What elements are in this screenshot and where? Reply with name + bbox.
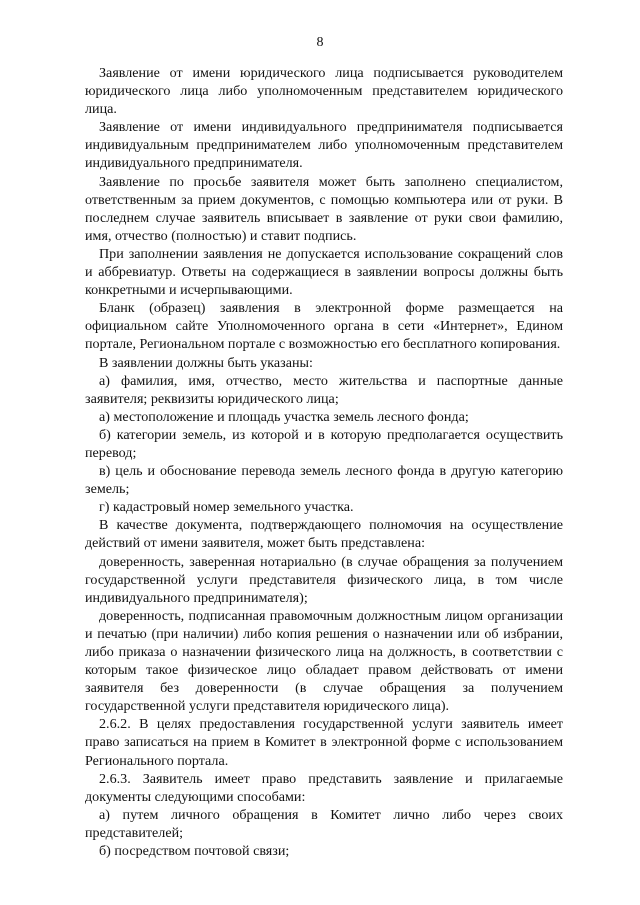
- list-item-cadastral-number: г) кадастровый номер земельного участка.: [99, 499, 354, 516]
- list-item-applicant-data: а) фамилия, имя, отчество, место жительства и паспортные данные заявителя; реквизиты юридического лица;: [85, 372, 563, 407]
- paragraph-entrepreneur-signature: Заявление от имени индивидуального предпринимателя подписывается индивидуальным предпринимателем либо уполномоченным представителем индивидуального предпринимателя.: [85, 119, 563, 172]
- paragraph-required-items-intro: В заявлении должны быть указаны:: [99, 354, 313, 371]
- paragraph-no-abbreviations: При заполнении заявления не допускается использование сокращений слов и аббревиатур. Ответы на содержащиеся в заявлении вопросы должны быть конкретными и исчерпывающими.: [85, 245, 563, 299]
- list-item-purpose: в) цель и обоснование перевода земель лесного фонда в другую категорию земель;: [85, 463, 563, 498]
- list-item-postal: б) посредством почтовой связи;: [99, 843, 290, 860]
- paragraph-filled-by-specialist: Заявление по просьбе заявителя может быть заполнено специалистом, ответственным за прием документов, с помощью компьютера или от руки. В последнем случае заявитель вписывает в заявление от руки свои фамилию, имя, отчество (полностью) и ставит подпись.: [85, 173, 563, 244]
- paragraph-legal-entity-signature: Заявление от имени юридического лица подписывается руководителем юридического лица либо уполномоченным представителем юридического лица.: [85, 65, 563, 118]
- list-item-location-area: а) местоположение и площадь участка земель лесного фонда;: [99, 408, 469, 425]
- page-number: 8: [316, 35, 324, 50]
- paragraph-authority-document: В качестве документа, подтверждающего полномочия на осуществление действий от имени заявителя, может быть представлена:: [85, 517, 563, 552]
- paragraph-signed-power-of-attorney: доверенность, подписанная правомочным должностным лицом организации и печатью (при наличии) либо копия решения о назначении или об избрании, либо приказа о назначении физического лица на должность, в соответствии с которым такое физическое лицо обладает правом действовать от имени заявителя без доверенности (в случае обращения за получением государственной услуги представителя юридического лица).: [85, 607, 563, 715]
- document-body: [85, 64, 563, 860]
- paragraph-form-template: Бланк (образец) заявления в электронной форме размещается на официальном сайте Уполномоченного органа в сети «Интернет», Едином портале, Региональном портале с возможностью его бесплатного копирования.: [85, 300, 563, 353]
- paragraph-section-2-6-3: 2.6.3. Заявитель имеет право представить заявление и прилагаемые документы следующими способами:: [85, 770, 563, 805]
- paragraph-section-2-6-2: 2.6.2. В целях предоставления государственной услуги заявитель имеет право записаться на прием в Комитет в электронной форме с использованием Регионального портала.: [85, 716, 563, 769]
- list-item-personal-visit: а) путем личного обращения в Комитет лично либо через своих представителей;: [85, 806, 563, 841]
- paragraph-notarized-power-of-attorney: доверенность, заверенная нотариально (в случае обращения за получением государственной услуги представителя физического лица, в том числе индивидуального предпринимателя);: [85, 553, 563, 606]
- list-item-land-categories: б) категории земель, из которой и в которую предполагается осуществить перевод;: [85, 426, 563, 461]
